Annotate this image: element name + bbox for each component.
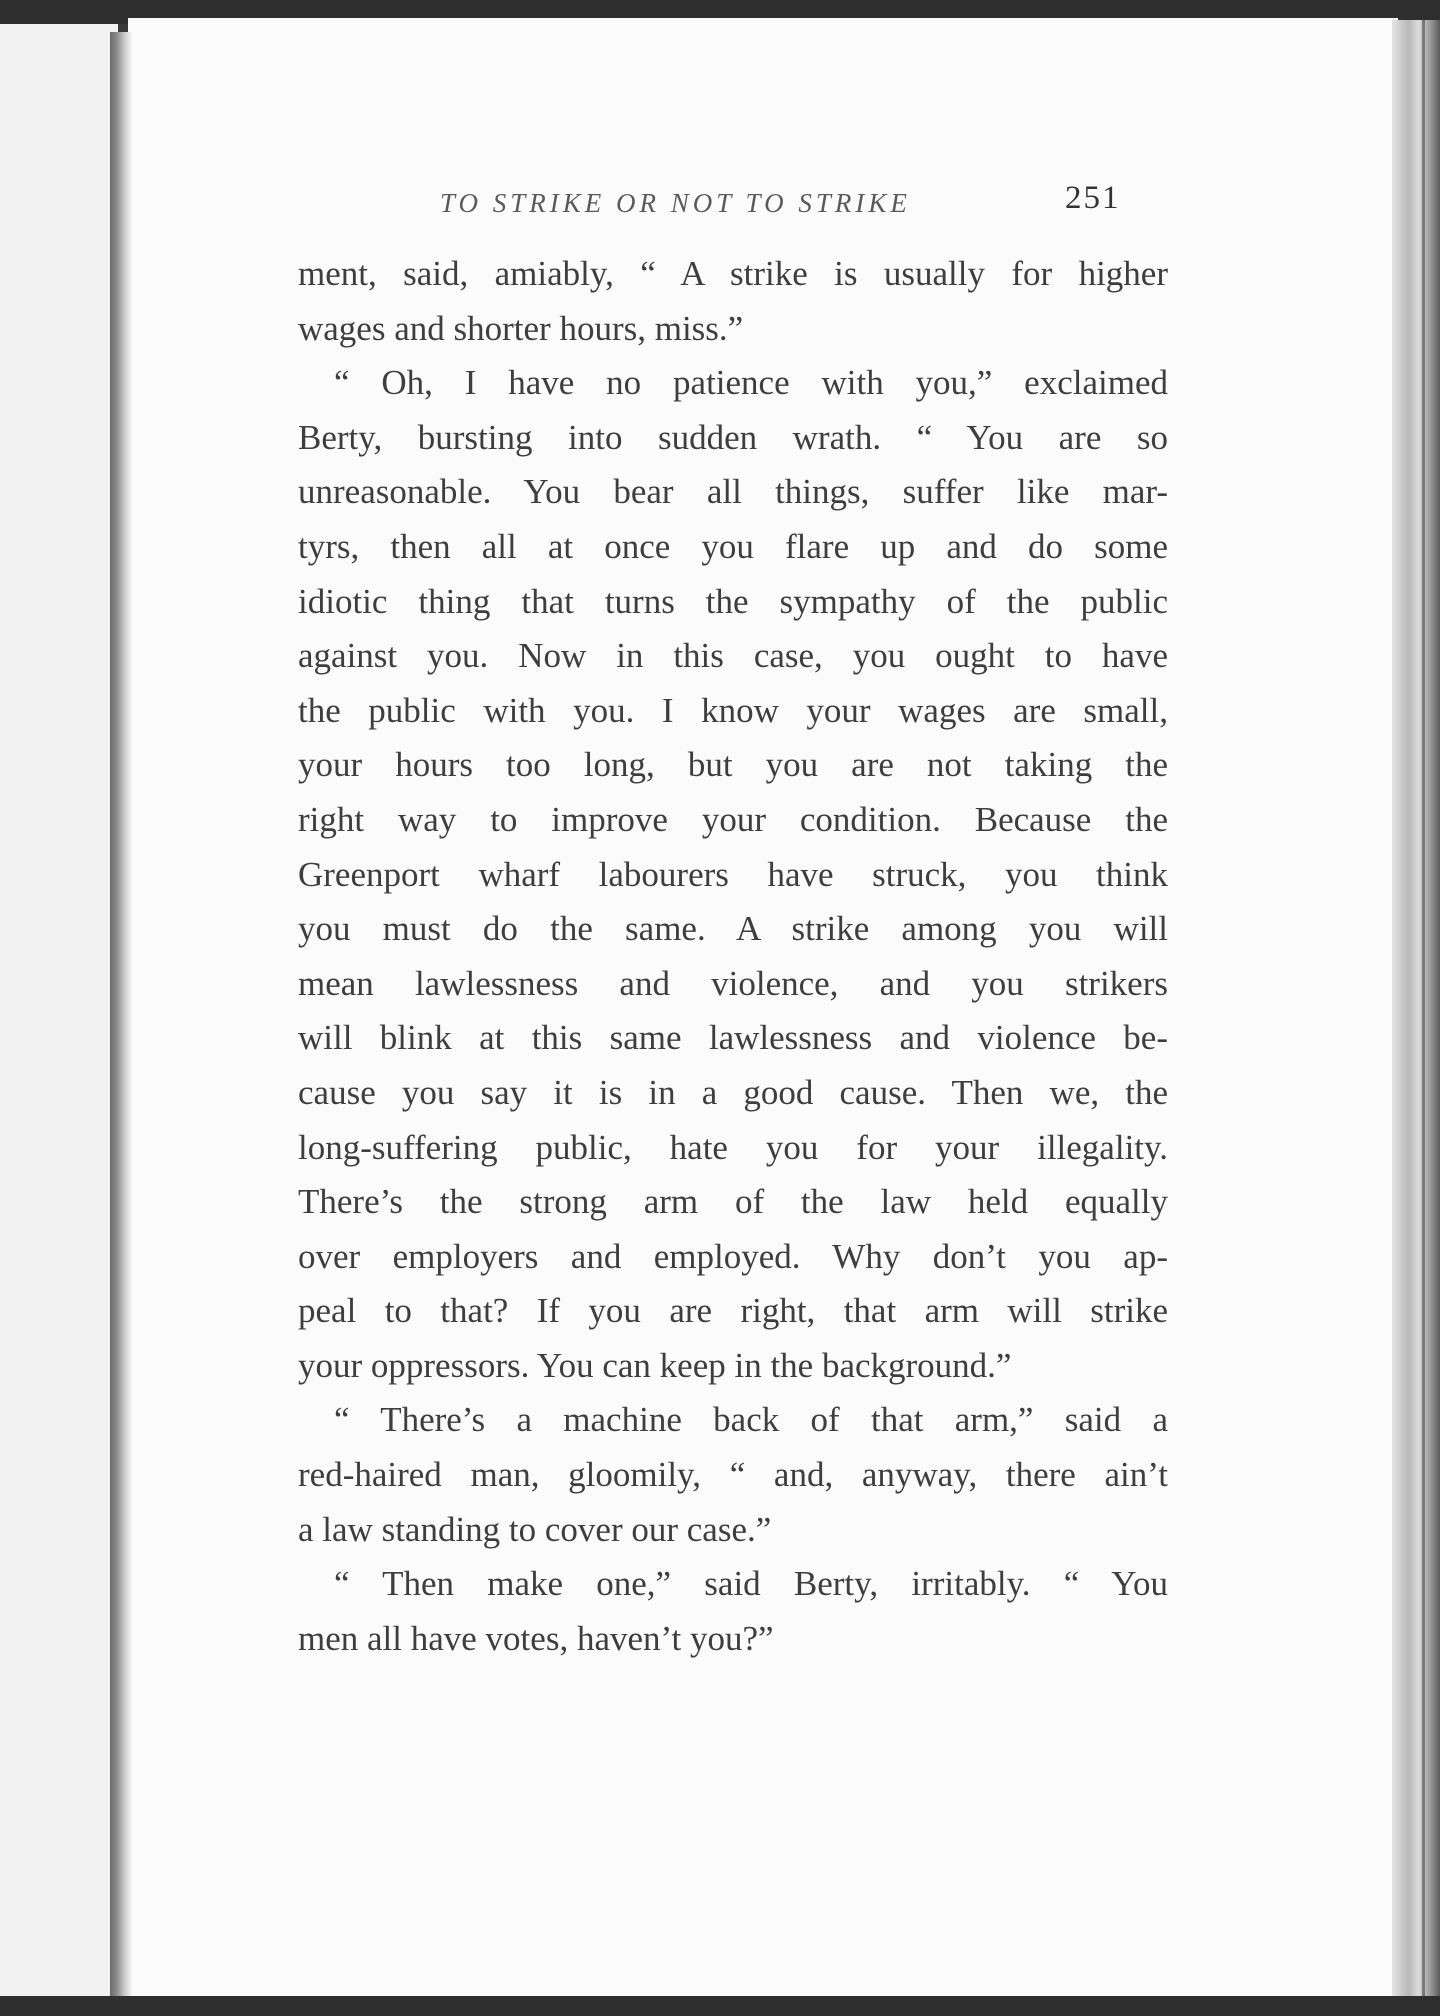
- page-number: 251: [1065, 180, 1121, 216]
- text-line: “ Oh, I have no patience with you,” exclaimed: [334, 363, 1168, 403]
- text-line: a law standing to cover our case.”: [298, 1509, 772, 1549]
- text-line: long-suffering public, hate you for your illegality.: [298, 1127, 1168, 1167]
- text-line: will blink at this same lawlessness and violence be-: [298, 1018, 1168, 1058]
- text-line: tyrs, then all at once you flare up and do some: [298, 526, 1168, 566]
- text-line: peal to that? If you are right, that arm will strike: [298, 1291, 1168, 1331]
- text-line: Berty, bursting into sudden wrath. “ You are so: [298, 417, 1168, 457]
- gutter-shadow: [110, 32, 132, 1996]
- text-line: you must do the same. A strike among you will: [298, 909, 1168, 949]
- facing-page-edge: [0, 24, 118, 1996]
- text-line: against you. Now in this case, you ought to have: [298, 636, 1168, 676]
- text-line: idiotic thing that turns the sympathy of the public: [298, 581, 1168, 621]
- text-line: your hours too long, but you are not taking the: [298, 745, 1168, 785]
- text-line: red-haired man, gloomily, “ and, anyway, there ain’t: [298, 1455, 1168, 1495]
- text-line: right way to improve your condition. Because the: [298, 799, 1168, 839]
- text-line: men all have votes, haven’t you?”: [298, 1618, 774, 1658]
- text-line: mean lawlessness and violence, and you strikers: [298, 963, 1168, 1003]
- text-line: over employers and employed. Why don’t you ap-: [298, 1236, 1168, 1276]
- body-text: [298, 247, 1168, 1666]
- page-stack-edge: [1392, 20, 1440, 1996]
- text-line: unreasonable. You bear all things, suffer like mar-: [298, 472, 1168, 512]
- text-line: cause you say it is in a good cause. Then we, the: [298, 1072, 1168, 1112]
- text-line: your oppressors. You can keep in the background.”: [298, 1345, 1012, 1385]
- text-line: There’s the strong arm of the law held equally: [298, 1182, 1168, 1222]
- text-line: ment, said, amiably, “ A strike is usually for higher: [298, 254, 1168, 293]
- running-title: TO STRIKE OR NOT TO STRIKE: [440, 188, 911, 218]
- text-line: wages and shorter hours, miss.”: [298, 308, 744, 348]
- scan-background-bottom: [0, 1996, 1440, 2016]
- text-line: the public with you. I know your wages are small,: [298, 690, 1168, 730]
- text-line: Greenport wharf labourers have struck, you think: [298, 854, 1168, 894]
- running-head: [440, 178, 1140, 228]
- text-line: “ There’s a machine back of that arm,” said a: [334, 1400, 1168, 1440]
- text-line: “ Then make one,” said Berty, irritably. “ You: [334, 1564, 1168, 1604]
- page-stack-line: [1422, 20, 1425, 1996]
